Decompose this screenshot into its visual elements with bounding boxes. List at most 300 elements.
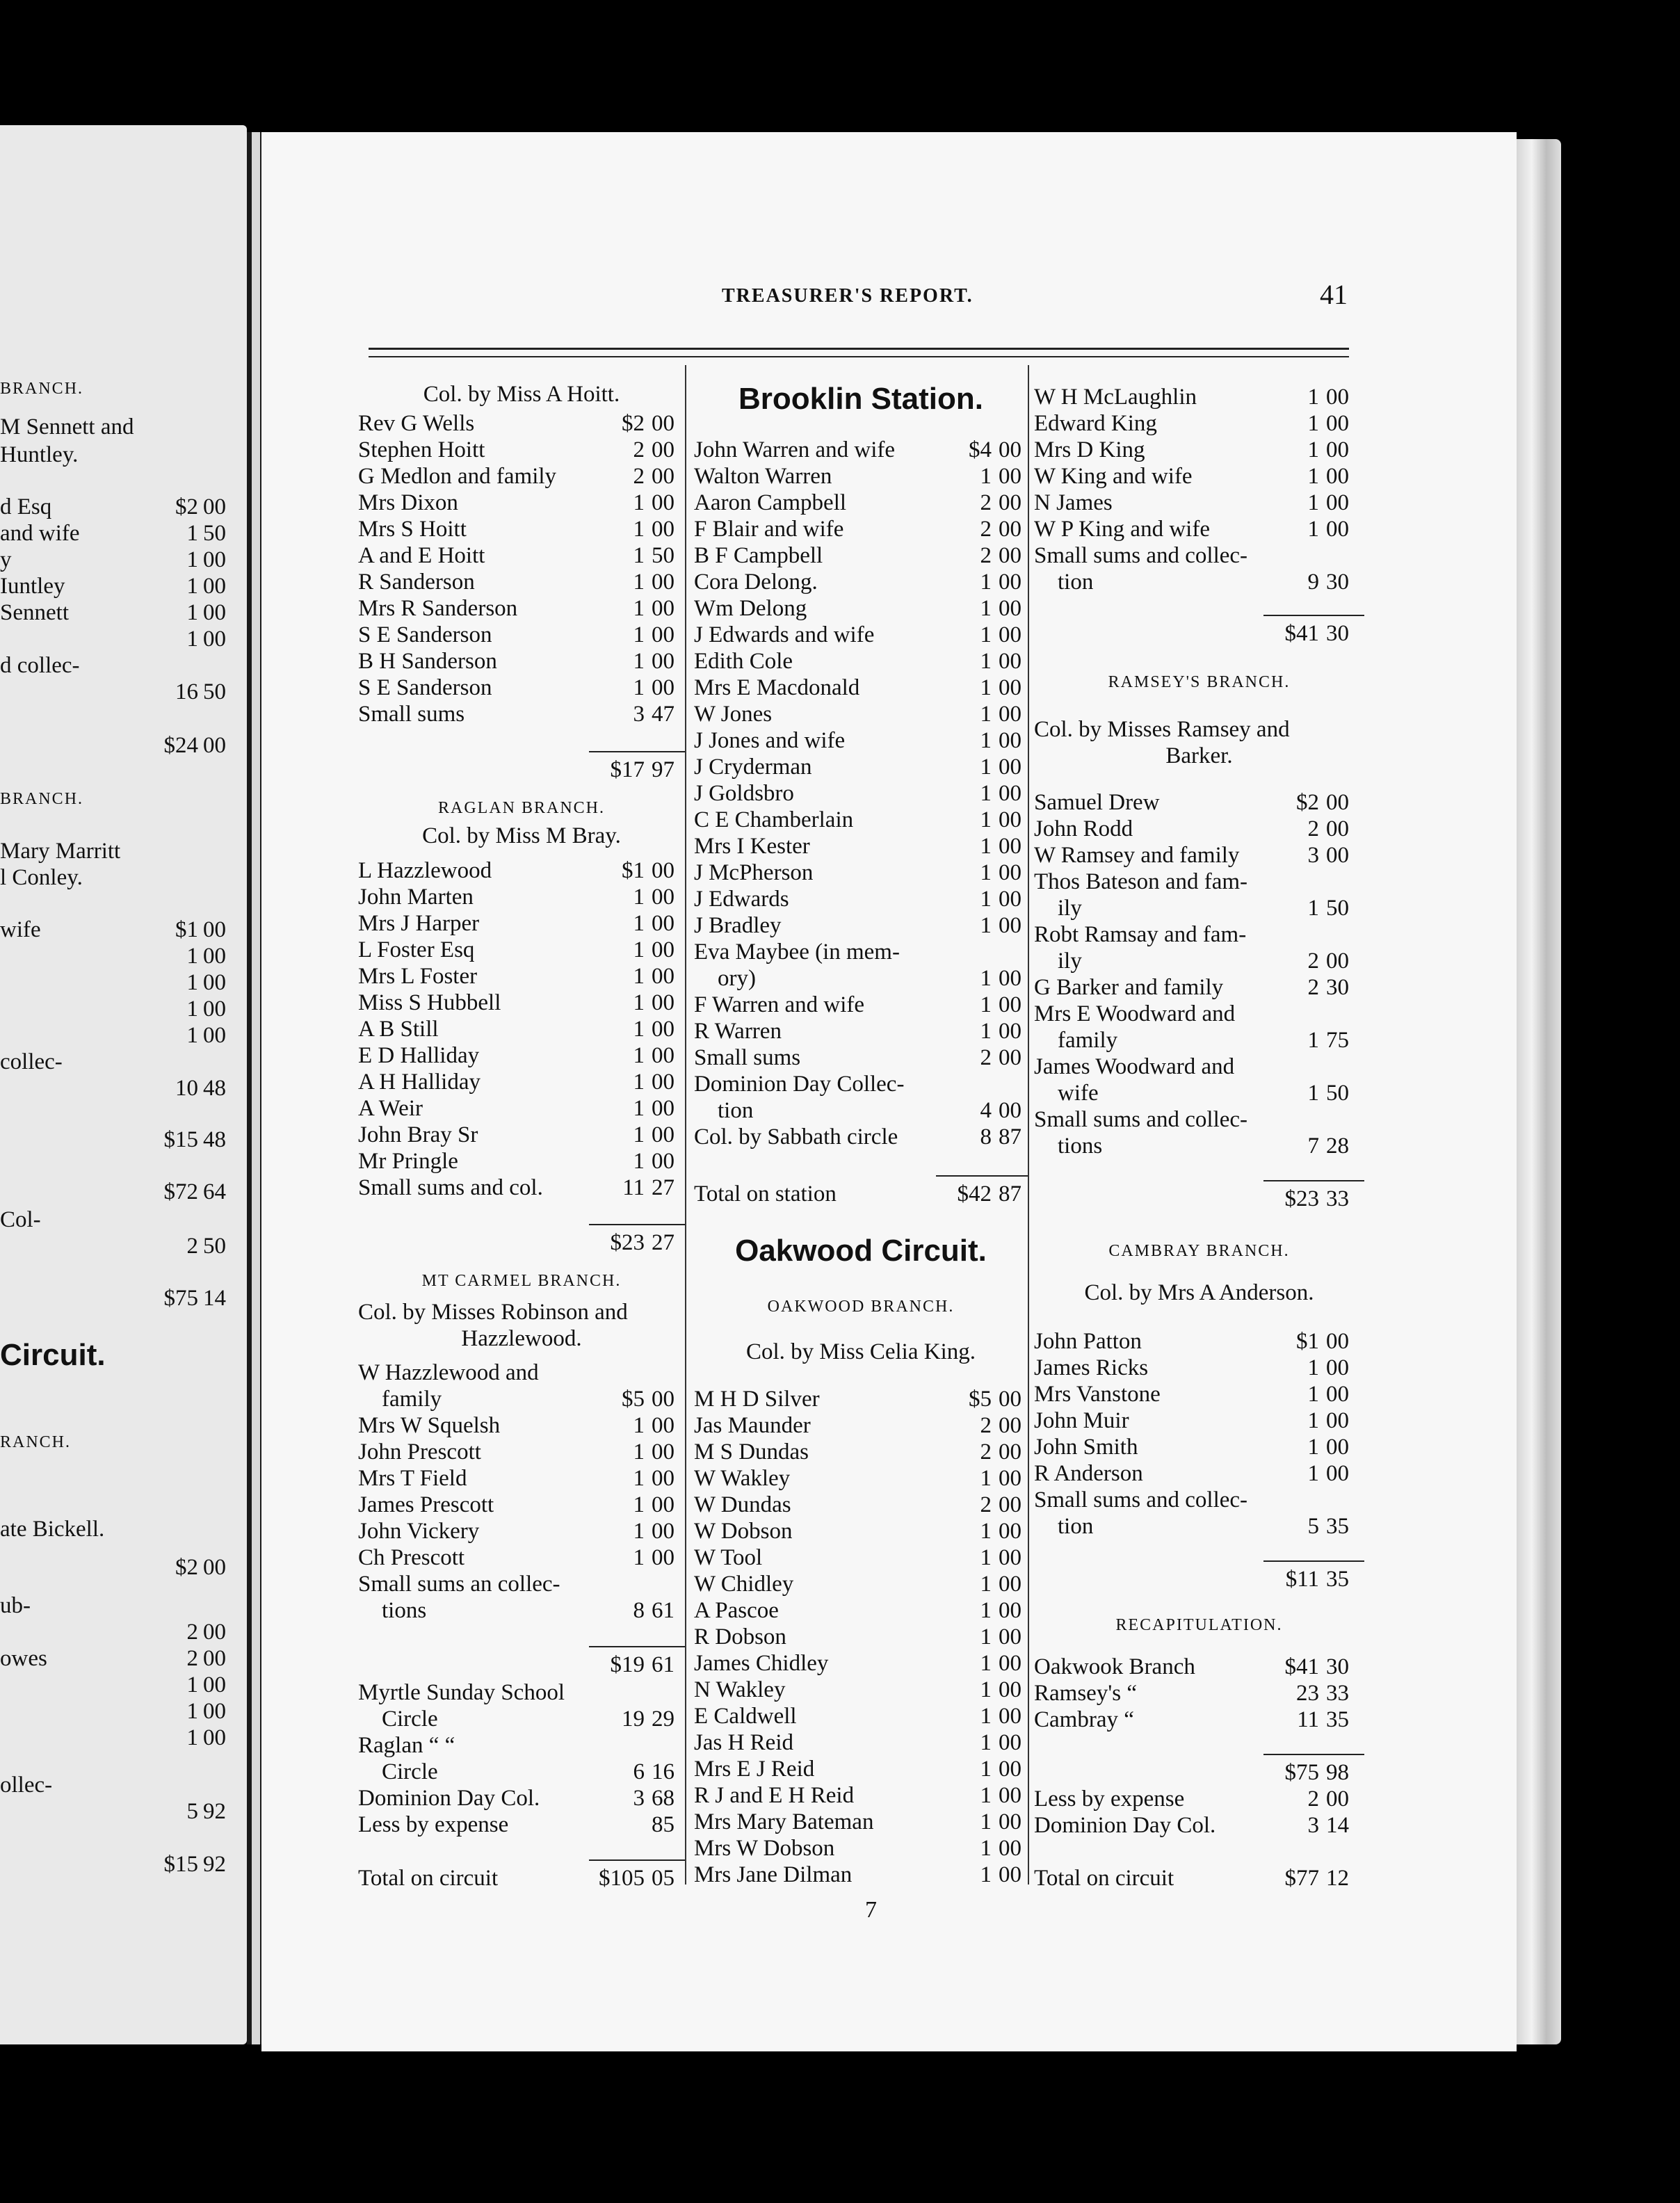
col2-entry xyxy=(694,1677,1028,1703)
entry-label: Barker. xyxy=(1165,743,1233,768)
amount-cents: 27 xyxy=(652,1230,675,1255)
page-number: 41 xyxy=(1320,279,1348,310)
entry-label: Robt Ramsay and fam- xyxy=(1034,922,1247,947)
amount-dollars: 1 xyxy=(1307,1435,1319,1460)
left_page-entry xyxy=(0,1075,247,1102)
col1-entry xyxy=(358,595,685,622)
amount-cents: 00 xyxy=(203,627,226,652)
amount-dollars: 1 xyxy=(633,937,645,962)
amount-dollars: 1 xyxy=(980,860,992,885)
amount-cents: 61 xyxy=(652,1652,675,1677)
amount-cents: 00 xyxy=(1326,949,1349,974)
entry-label: A H Halliday xyxy=(358,1070,480,1095)
entry-label: BRANCH. xyxy=(0,790,84,808)
col2-entry xyxy=(694,1518,1028,1544)
amount-cents: 35 xyxy=(1326,1567,1349,1592)
entry-label: R Sanderson xyxy=(358,570,475,595)
left_page-entry xyxy=(0,1619,247,1645)
amount-dollars: 1 xyxy=(980,1783,992,1808)
col2-entry xyxy=(694,1386,1028,1412)
amount-dollars: 1 xyxy=(633,1017,645,1042)
amount-cents: 00 xyxy=(1326,843,1349,868)
amount-cents: 00 xyxy=(203,1023,226,1048)
entry-label: BRANCH. xyxy=(0,380,84,398)
amount-cents: 00 xyxy=(652,675,675,700)
entry-label: l Conley. xyxy=(0,865,83,890)
amount-dollars: 1 xyxy=(1307,437,1319,462)
running-header: TREASURER'S REPORT. xyxy=(722,285,974,307)
amount-cents: 35 xyxy=(1326,1514,1349,1539)
sum-rule xyxy=(589,1859,685,1861)
entry-label: Oakwood Circuit. xyxy=(735,1234,987,1268)
entry-label: M S Dundas xyxy=(694,1439,809,1464)
amount-cents: 00 xyxy=(203,1699,226,1724)
entry-label: Wm Delong xyxy=(694,596,807,621)
col1-entry xyxy=(358,410,685,437)
left_page-entry xyxy=(0,1592,247,1619)
amount-cents: 75 xyxy=(1326,1028,1349,1053)
col1-entry xyxy=(358,1268,685,1294)
amount-dollars: $17 xyxy=(610,757,645,782)
entry-label: Dominion Day Col. xyxy=(1034,1813,1216,1838)
amount-cents: 00 xyxy=(999,992,1021,1017)
col2-entry xyxy=(694,569,1028,595)
left_page-entry xyxy=(0,679,247,705)
entry-label: G Medlon and family xyxy=(358,464,557,489)
entry-label: Less by expense xyxy=(358,1812,509,1837)
amount-cents: 00 xyxy=(999,437,1021,462)
left_page-entry xyxy=(0,786,247,812)
amount-cents: 28 xyxy=(1326,1133,1349,1159)
entry-label: John Bray Sr xyxy=(358,1122,478,1147)
amount-cents: 00 xyxy=(652,1070,675,1095)
amount-cents: 00 xyxy=(1326,437,1349,462)
col3-entry xyxy=(1034,1865,1364,1891)
entry-label: James Ricks xyxy=(1034,1355,1149,1380)
entry-label: Mrs I Kester xyxy=(694,834,810,859)
col1-entry xyxy=(358,1865,685,1891)
amount-cents: 50 xyxy=(203,1234,226,1259)
col3-entry xyxy=(1034,816,1364,842)
amount-cents: 00 xyxy=(203,1725,226,1750)
entry-label: CAMBRAY BRANCH. xyxy=(1108,1242,1290,1260)
amount-cents: 50 xyxy=(652,543,675,568)
amount-cents: 00 xyxy=(203,574,226,599)
left_page-entry xyxy=(0,1233,247,1259)
entry-label: G Barker and family xyxy=(1034,975,1224,1000)
col1-entry xyxy=(358,757,685,783)
left_page-entry xyxy=(0,1285,247,1312)
sum-rule xyxy=(1263,1180,1364,1181)
left_page-entry xyxy=(0,1516,247,1542)
col2-entry xyxy=(694,1018,1028,1044)
col1-entry xyxy=(358,381,685,407)
entry-label: Aaron Campbell xyxy=(694,490,847,515)
amount-cents: 33 xyxy=(1326,1681,1349,1706)
amount-cents: 00 xyxy=(999,570,1021,595)
entry-label: Iuntley xyxy=(0,574,65,599)
amount-cents: 00 xyxy=(652,570,675,595)
entry-label: J Edwards and wife xyxy=(694,622,875,647)
amount-dollars: 1 xyxy=(1307,517,1319,542)
amount-cents: 00 xyxy=(999,860,1021,885)
entry-label: J Goldsbro xyxy=(694,781,794,806)
amount-cents: 00 xyxy=(203,996,226,1022)
amount-cents: 00 xyxy=(999,1387,1021,1412)
col3-entry xyxy=(1034,1027,1364,1054)
col3-entry xyxy=(1034,1186,1364,1212)
amount-dollars: 8 xyxy=(980,1124,992,1149)
left_page-entry xyxy=(0,1429,247,1455)
entry-label: Mary Marritt xyxy=(0,839,121,864)
entry-label: MT CARMEL BRANCH. xyxy=(421,1272,622,1290)
amount-dollars: 11 xyxy=(1297,1707,1319,1732)
col2-entry xyxy=(694,490,1028,516)
amount-dollars: 1 xyxy=(633,1043,645,1068)
col1-entry xyxy=(358,1069,685,1095)
amount-dollars: 2 xyxy=(1307,1786,1319,1811)
col1-entry xyxy=(358,1325,685,1352)
entry-label: Ch Prescott xyxy=(358,1545,465,1570)
amount-dollars: $72 xyxy=(163,1179,198,1204)
col2-entry xyxy=(694,807,1028,833)
entry-label: Edith Cole xyxy=(694,649,793,674)
left_page-entry xyxy=(0,838,247,864)
entry-label: Hazzlewood. xyxy=(461,1326,582,1351)
col3-entry xyxy=(1034,1434,1364,1460)
col2-entry xyxy=(694,1234,1028,1268)
col1-entry xyxy=(358,823,685,849)
amount-cents: 00 xyxy=(1326,816,1349,841)
amount-dollars: 1 xyxy=(980,1757,992,1782)
entry-label: Circle xyxy=(382,1706,438,1732)
col1-entry xyxy=(358,1544,685,1571)
amount-cents: 00 xyxy=(999,596,1021,621)
entry-label: Sennett xyxy=(0,600,69,625)
col2-entry xyxy=(694,1809,1028,1835)
col3-entry xyxy=(1034,1566,1364,1592)
entry-label: J Bradley xyxy=(694,913,782,938)
col2-entry xyxy=(694,1097,1028,1124)
entry-label: Col. by Miss A Hoitt. xyxy=(423,382,620,407)
amount-cents: 00 xyxy=(999,1836,1021,1861)
col2-entry xyxy=(694,1756,1028,1782)
amount-dollars: 9 xyxy=(1307,570,1319,595)
amount-cents: 00 xyxy=(652,990,675,1015)
left_page-entry xyxy=(0,864,247,891)
entry-label: Mrs E Woodward and xyxy=(1034,1001,1236,1026)
entry-label: Small sums and collec- xyxy=(1034,543,1248,568)
entry-label: B H Sanderson xyxy=(358,649,497,674)
amount-cents: 00 xyxy=(1326,1461,1349,1486)
amount-dollars: 1 xyxy=(980,1677,992,1702)
amount-dollars: 11 xyxy=(622,1175,645,1200)
header-rule xyxy=(369,348,1349,350)
col3-entry xyxy=(1034,463,1364,490)
entry-label: ub- xyxy=(0,1593,31,1618)
amount-dollars: 19 xyxy=(622,1706,645,1732)
amount-dollars: $24 xyxy=(163,733,198,758)
amount-dollars: 1 xyxy=(980,1809,992,1834)
amount-cents: 00 xyxy=(203,547,226,572)
amount-cents: 00 xyxy=(999,1783,1021,1808)
col3-entry xyxy=(1034,1355,1364,1381)
col2-entry xyxy=(694,1835,1028,1862)
sum-rule xyxy=(589,751,685,752)
entry-label: Circuit. xyxy=(0,1338,106,1372)
left_page-entry xyxy=(0,1698,247,1725)
amount-dollars: $105 xyxy=(599,1866,645,1891)
amount-cents: 00 xyxy=(652,1387,675,1412)
col2-entry xyxy=(694,1439,1028,1465)
col2-entry xyxy=(694,463,1028,490)
col1-entry xyxy=(358,1412,685,1439)
entry-label: L Foster Esq xyxy=(358,937,475,962)
left_page-entry xyxy=(0,996,247,1022)
amount-cents: 00 xyxy=(999,754,1021,780)
amount-cents: 14 xyxy=(1326,1813,1349,1838)
amount-cents: 00 xyxy=(1326,411,1349,436)
amount-dollars: $41 xyxy=(1284,621,1319,646)
entry-label: John Warren and wife xyxy=(694,437,896,462)
amount-cents: 00 xyxy=(999,1045,1021,1070)
entry-label: Raglan “ “ xyxy=(358,1733,455,1758)
amount-dollars: 1 xyxy=(980,1466,992,1491)
amount-dollars: 2 xyxy=(186,1620,198,1645)
amount-dollars: 1 xyxy=(980,1651,992,1676)
amount-dollars: $2 xyxy=(175,1555,198,1580)
col1-entry xyxy=(358,542,685,569)
amount-cents: 00 xyxy=(652,1122,675,1147)
col2-entry xyxy=(694,675,1028,701)
entry-label: W H McLaughlin xyxy=(1034,385,1197,410)
amount-dollars: 1 xyxy=(980,913,992,938)
amount-dollars: 1 xyxy=(980,781,992,806)
entry-label: RANCH. xyxy=(0,1433,72,1451)
entry-label: Eva Maybee (in mem- xyxy=(694,939,900,965)
col3-entry xyxy=(1034,1487,1364,1513)
entry-label: John Rodd xyxy=(1034,816,1133,841)
amount-dollars: 1 xyxy=(980,887,992,912)
entry-label: M Sennett and xyxy=(0,414,134,439)
entry-label: Mrs Vanstone xyxy=(1034,1382,1161,1407)
entry-label: Mrs E J Reid xyxy=(694,1757,815,1782)
amount-dollars: $1 xyxy=(622,858,645,883)
amount-dollars: 1 xyxy=(1307,1408,1319,1433)
amount-dollars: 2 xyxy=(1307,949,1319,974)
col1-entry xyxy=(358,1122,685,1148)
signature-mark: 7 xyxy=(865,1897,877,1923)
sum-rule xyxy=(589,1224,685,1225)
entry-label: tion xyxy=(718,1098,754,1123)
amount-cents: 00 xyxy=(652,1043,675,1068)
amount-cents: 00 xyxy=(1326,1382,1349,1407)
header-rule-2 xyxy=(369,356,1349,357)
col1-entry xyxy=(358,490,685,516)
col2-entry xyxy=(694,965,1028,992)
col1-entry xyxy=(358,1095,685,1122)
entry-label: Walton Warren xyxy=(694,464,832,489)
amount-dollars: 1 xyxy=(633,543,645,568)
amount-cents: 00 xyxy=(203,1672,226,1697)
amount-cents: 00 xyxy=(652,437,675,462)
amount-cents: 30 xyxy=(1326,975,1349,1000)
amount-dollars: 1 xyxy=(980,754,992,780)
entry-label: Mrs J Harper xyxy=(358,911,480,936)
col1-entry xyxy=(358,884,685,910)
amount-cents: 00 xyxy=(999,913,1021,938)
amount-cents: 00 xyxy=(1326,490,1349,515)
entry-label: Huntley. xyxy=(0,442,79,467)
entry-label: W Jones xyxy=(694,702,773,727)
entry-label: Col. by Miss M Bray. xyxy=(422,823,621,848)
entry-label: Mrs L Foster xyxy=(358,964,478,989)
amount-dollars: 23 xyxy=(1296,1681,1319,1706)
entry-label: Small sums and col. xyxy=(358,1175,543,1200)
entry-label: wife xyxy=(1058,1081,1099,1106)
amount-dollars: 1 xyxy=(980,1019,992,1044)
amount-cents: 48 xyxy=(203,1076,226,1101)
col2-entry xyxy=(694,1181,1028,1207)
entry-label: RAMSEY'S BRANCH. xyxy=(1108,673,1291,691)
col1-entry xyxy=(358,1492,685,1518)
amount-cents: 00 xyxy=(652,1492,675,1517)
col1-entry xyxy=(358,569,685,595)
entry-label: ate Bickell. xyxy=(0,1517,105,1542)
entry-label: W Hazzlewood and xyxy=(358,1360,539,1385)
amount-cents: 00 xyxy=(203,944,226,969)
amount-dollars: 1 xyxy=(1307,1028,1319,1053)
amount-cents: 00 xyxy=(1326,1786,1349,1811)
entry-label: family xyxy=(382,1387,442,1412)
amount-dollars: $4 xyxy=(969,437,992,462)
amount-dollars: 2 xyxy=(980,1045,992,1070)
amount-dollars: 1 xyxy=(1307,1461,1319,1486)
entry-label: Dominion Day Collec- xyxy=(694,1072,905,1097)
entry-label: Mrs Dixon xyxy=(358,490,458,515)
amount-dollars: 2 xyxy=(980,1439,992,1464)
col2-entry xyxy=(694,1703,1028,1729)
left_page-entry xyxy=(0,520,247,547)
amount-cents: 00 xyxy=(203,1620,226,1645)
amount-dollars: 1 xyxy=(980,1545,992,1570)
entry-label: Total on station xyxy=(694,1181,837,1207)
amount-dollars: 1 xyxy=(980,1624,992,1649)
entry-label: tions xyxy=(1058,1133,1103,1159)
amount-cents: 00 xyxy=(1326,385,1349,410)
amount-cents: 00 xyxy=(999,1809,1021,1834)
entry-label: Col. by Miss Celia King. xyxy=(745,1339,976,1364)
amount-cents: 12 xyxy=(1326,1866,1349,1891)
col3-entry xyxy=(1034,1238,1364,1264)
col1-entry xyxy=(358,675,685,701)
entry-label: A Weir xyxy=(358,1096,423,1121)
col3-entry xyxy=(1034,974,1364,1001)
amount-dollars: $1 xyxy=(1296,1329,1319,1354)
amount-dollars: $23 xyxy=(610,1230,645,1255)
col3-entry xyxy=(1034,842,1364,869)
page-edges xyxy=(1512,139,1561,2044)
entry-label: E Caldwell xyxy=(694,1704,797,1729)
amount-cents: 48 xyxy=(203,1127,226,1152)
entry-label: Cambray “ xyxy=(1034,1707,1134,1732)
entry-label: B F Campbell xyxy=(694,543,823,568)
col1-entry xyxy=(358,857,685,884)
col1-entry xyxy=(358,1148,685,1175)
left_page-entry xyxy=(0,732,247,759)
entry-label: Small sums xyxy=(358,702,465,727)
left_page-entry xyxy=(0,1672,247,1698)
col2-entry xyxy=(694,622,1028,648)
col2-entry xyxy=(694,1862,1028,1888)
amount-dollars: 1 xyxy=(980,1519,992,1544)
entry-label: Mr Pringle xyxy=(358,1149,458,1174)
amount-cents: 00 xyxy=(999,1545,1021,1570)
amount-dollars: 1 xyxy=(980,702,992,727)
col3-entry xyxy=(1034,384,1364,410)
amount-cents: 00 xyxy=(652,649,675,674)
amount-cents: 00 xyxy=(999,834,1021,859)
entry-label: Ramsey's “ xyxy=(1034,1681,1138,1706)
amount-cents: 00 xyxy=(999,1466,1021,1491)
col3-entry xyxy=(1034,921,1364,948)
amount-dollars: $2 xyxy=(1296,790,1319,815)
col3-entry xyxy=(1034,569,1364,595)
col3-entry xyxy=(1034,1328,1364,1355)
col3-entry xyxy=(1034,1054,1364,1080)
entry-label: tions xyxy=(382,1598,427,1623)
amount-cents: 00 xyxy=(203,1646,226,1671)
amount-dollars: 1 xyxy=(980,622,992,647)
amount-dollars: $77 xyxy=(1284,1866,1319,1891)
col2-entry xyxy=(694,780,1028,807)
entry-label: Col. by Misses Ramsey and xyxy=(1034,717,1290,742)
entry-label: R J and E H Reid xyxy=(694,1783,855,1808)
left-page xyxy=(0,125,247,2044)
amount-dollars: 1 xyxy=(633,570,645,595)
col2-entry xyxy=(694,1624,1028,1650)
amount-dollars: 1 xyxy=(633,911,645,936)
col3-entry xyxy=(1034,743,1364,769)
amount-dollars: 1 xyxy=(633,1492,645,1517)
entry-label: Rev G Wells xyxy=(358,411,475,436)
amount-dollars: 1 xyxy=(980,1572,992,1597)
amount-dollars: 3 xyxy=(1307,843,1319,868)
amount-cents: 00 xyxy=(999,1492,1021,1517)
amount-dollars: 1 xyxy=(1307,490,1319,515)
col2-entry xyxy=(694,1044,1028,1071)
amount-cents: 00 xyxy=(999,675,1021,700)
entry-label: R Dobson xyxy=(694,1624,786,1649)
entry-label: J Jones and wife xyxy=(694,728,846,753)
amount-dollars: 2 xyxy=(633,437,645,462)
amount-dollars: $19 xyxy=(610,1652,645,1677)
amount-dollars: 1 xyxy=(1307,385,1319,410)
left_page-entry xyxy=(0,969,247,996)
col2-entry xyxy=(694,886,1028,912)
amount-dollars: 2 xyxy=(186,1646,198,1671)
amount-cents: 47 xyxy=(652,702,675,727)
entry-label: ollec- xyxy=(0,1773,53,1798)
col3-entry xyxy=(1034,895,1364,921)
entry-label: and wife xyxy=(0,521,80,546)
amount-cents: 00 xyxy=(203,494,226,519)
col1-entry xyxy=(358,910,685,937)
amount-cents: 92 xyxy=(203,1799,226,1824)
amount-cents: 00 xyxy=(999,490,1021,515)
entry-label: Samuel Drew xyxy=(1034,790,1160,815)
amount-cents: 00 xyxy=(652,937,675,962)
